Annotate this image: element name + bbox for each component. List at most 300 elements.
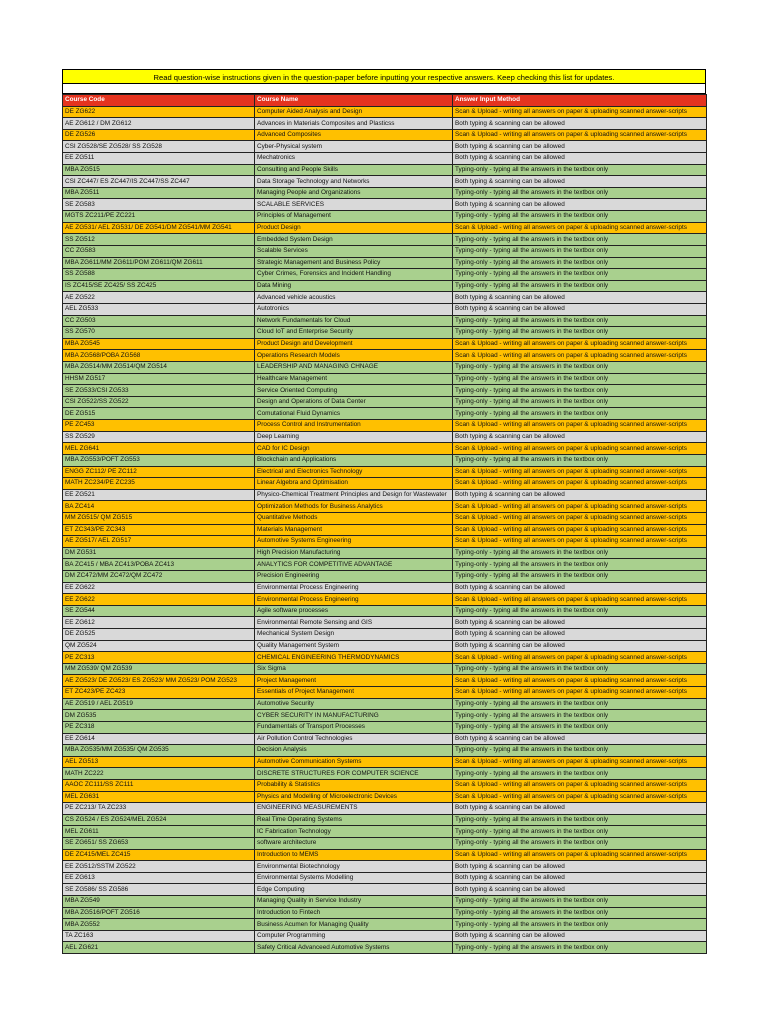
table-row [63, 234, 707, 246]
course-code-cell: DE ZG515 [63, 408, 255, 420]
course-name-cell: SCALABLE SERVICES [255, 199, 453, 211]
course-code-cell: BA ZC414 [63, 501, 255, 513]
table-row [63, 303, 707, 315]
table-row [63, 257, 707, 269]
table-row [63, 930, 707, 942]
answer-method-cell: Typing-only - typing all the answers in the textbox only [453, 315, 707, 327]
course-code-cell: MBA ZG511 [63, 187, 255, 199]
course-code-cell: ET ZC423/PE ZC423 [63, 687, 255, 699]
course-code-cell: SE ZG586/ SS ZG586 [63, 884, 255, 896]
answer-method-cell: Typing-only - typing all the answers in the textbox only [453, 211, 707, 223]
blank-row [62, 84, 706, 94]
course-code-cell: AE ZG523/ DE ZG523/ ES ZG523/ MM ZG523/ POM ZG523 [63, 675, 255, 687]
course-name-cell: Quantitative Methods [255, 512, 453, 524]
answer-method-cell: Both typing & scanning can be allowed [453, 733, 707, 745]
table-row [63, 687, 707, 699]
course-name-cell: Essentials of Project Management [255, 687, 453, 699]
course-name-cell: Cloud IoT and Enterprise Security [255, 327, 453, 339]
course-name-cell: Safety Critical Advanceed Automotive Systems [255, 942, 453, 954]
course-code-cell: PE ZC313 [63, 652, 255, 664]
table-row [63, 280, 707, 292]
course-name-cell: Six Sigma [255, 663, 453, 675]
course-code-cell: DE ZG526 [63, 129, 255, 141]
course-name-cell: Automotive Communication Systems [255, 756, 453, 768]
table-row [63, 536, 707, 548]
table-row [63, 779, 707, 791]
course-code-cell: MEL ZG641 [63, 443, 255, 455]
answer-method-cell: Scan & Upload - writing all answers on paper & uploading scanned answer-scripts [453, 443, 707, 455]
course-code-cell: EE ZG512/SSTM ZG522 [63, 861, 255, 873]
table-row [63, 315, 707, 327]
answer-method-cell: Both typing & scanning can be allowed [453, 803, 707, 815]
course-code-cell: TA ZC163 [63, 930, 255, 942]
course-name-cell: Decision Analysis [255, 745, 453, 757]
table-row [63, 884, 707, 896]
course-name-cell: Mechatronics [255, 153, 453, 165]
course-code-cell: CSI ZG528/SE ZG528/ SS ZG528 [63, 141, 255, 153]
course-name-cell: Linear Algebra and Optimisation [255, 478, 453, 490]
course-code-cell: CC ZG503 [63, 315, 255, 327]
table-row [63, 350, 707, 362]
table-row [63, 652, 707, 664]
table-row [63, 187, 707, 199]
course-code-cell: MBA ZG545 [63, 338, 255, 350]
table-row [63, 396, 707, 408]
table-row [63, 431, 707, 443]
answer-method-cell: Typing-only - typing all the answers in the textbox only [453, 373, 707, 385]
table-row [63, 106, 707, 118]
course-name-cell: CAD for IC Design [255, 443, 453, 455]
course-name-cell: Operations Research Models [255, 350, 453, 362]
course-code-cell: EE ZG614 [63, 733, 255, 745]
answer-method-cell: Typing-only - typing all the answers in the textbox only [453, 907, 707, 919]
table-body [63, 106, 707, 953]
course-name-cell: Business Acumen for Managing Quality [255, 919, 453, 931]
course-name-cell: Mechanical System Design [255, 629, 453, 641]
course-name-cell: Quality Management System [255, 640, 453, 652]
answer-method-cell: Both typing & scanning can be allowed [453, 884, 707, 896]
course-name-cell: DISCRETE STRUCTURES FOR COMPUTER SCIENCE [255, 768, 453, 780]
course-code-cell: AE ZG522 [63, 292, 255, 304]
course-code-cell: MBA ZG516/POFT ZG516 [63, 907, 255, 919]
course-name-cell: Blockchain and Applications [255, 454, 453, 466]
answer-method-cell: Typing-only - typing all the answers in the textbox only [453, 896, 707, 908]
course-code-cell: ENGG ZC112/ PE ZC112 [63, 466, 255, 478]
answer-method-cell: Scan & Upload - writing all answers on paper & uploading scanned answer-scripts [453, 594, 707, 606]
answer-method-cell: Typing-only - typing all the answers in the textbox only [453, 187, 707, 199]
course-name-cell: Embedded System Design [255, 234, 453, 246]
course-code-cell: EE ZG511 [63, 153, 255, 165]
course-code-cell: DE ZC415/MEL ZC415 [63, 849, 255, 861]
table-row [63, 443, 707, 455]
course-code-cell: IS ZC415/SE ZC425/ SS ZC425 [63, 280, 255, 292]
course-name-cell: Edge Computing [255, 884, 453, 896]
answer-method-cell: Scan & Upload - writing all answers on paper & uploading scanned answer-scripts [453, 350, 707, 362]
course-code-cell: DM ZG535 [63, 710, 255, 722]
answer-method-cell: Both typing & scanning can be allowed [453, 930, 707, 942]
course-code-cell: AEL ZG533 [63, 303, 255, 315]
course-code-cell: DE ZG525 [63, 629, 255, 641]
answer-method-cell: Typing-only - typing all the answers in the textbox only [453, 362, 707, 374]
instructions-banner: Read question-wise instructions given in the question-paper before inputting your respective answers. Keep checking this list for updates. [62, 69, 706, 84]
answer-method-cell: Typing-only - typing all the answers in the textbox only [453, 826, 707, 838]
answer-method-cell: Typing-only - typing all the answers in the textbox only [453, 396, 707, 408]
answer-method-cell: Scan & Upload - writing all answers on paper & uploading scanned answer-scripts [453, 791, 707, 803]
course-code-cell: PE ZC213/ TA ZC233 [63, 803, 255, 815]
answer-method-cell: Typing-only - typing all the answers in the textbox only [453, 327, 707, 339]
table-row [63, 907, 707, 919]
course-name-cell: CHEMICAL ENGINEERING THERMODYNAMICS [255, 652, 453, 664]
answer-method-cell: Scan & Upload - writing all answers on paper & uploading scanned answer-scripts [453, 466, 707, 478]
table-row [63, 861, 707, 873]
course-name-cell: Materials Management [255, 524, 453, 536]
course-code-cell: CSI ZC447/ ES ZC447/IS ZC447/SS ZC447 [63, 176, 255, 188]
answer-method-cell: Both typing & scanning can be allowed [453, 303, 707, 315]
course-name-cell: Environmental Systems Modelling [255, 872, 453, 884]
answer-method-cell: Scan & Upload - writing all answers on paper & uploading scanned answer-scripts [453, 524, 707, 536]
course-name-cell: Comutational Fluid Dynamics [255, 408, 453, 420]
table-row [63, 489, 707, 501]
course-name-cell: Product Design and Development [255, 338, 453, 350]
table-row [63, 164, 707, 176]
course-name-cell: Advances in Materials Composites and Plasticss [255, 118, 453, 130]
answer-method-cell: Typing-only - typing all the answers in the textbox only [453, 454, 707, 466]
answer-method-cell: Scan & Upload - writing all answers on paper & uploading scanned answer-scripts [453, 756, 707, 768]
course-name-cell: Electrical and Electronics Technology [255, 466, 453, 478]
table-row [63, 721, 707, 733]
course-code-cell: SE ZG583 [63, 199, 255, 211]
course-code-cell: SE ZG544 [63, 605, 255, 617]
table-row [63, 745, 707, 757]
course-name-cell: Optimization Methods for Business Analytics [255, 501, 453, 513]
answer-method-cell: Scan & Upload - writing all answers on paper & uploading scanned answer-scripts [453, 106, 707, 118]
table-row [63, 570, 707, 582]
course-code-cell: EE ZG521 [63, 489, 255, 501]
course-code-cell: QM ZG524 [63, 640, 255, 652]
course-code-cell: PE ZC318 [63, 721, 255, 733]
table-row [63, 524, 707, 536]
answer-method-cell: Both typing & scanning can be allowed [453, 118, 707, 130]
table-row [63, 617, 707, 629]
answer-method-cell: Scan & Upload - writing all answers on paper & uploading scanned answer-scripts [453, 687, 707, 699]
course-name-cell: LEADERSHIP AND MANAGING CHNAGE [255, 362, 453, 374]
answer-method-cell: Both typing & scanning can be allowed [453, 141, 707, 153]
table-row [63, 512, 707, 524]
course-name-cell: Managing Quality in Service Industry [255, 896, 453, 908]
answer-method-cell: Scan & Upload - writing all answers on paper & uploading scanned answer-scripts [453, 478, 707, 490]
table-row [63, 269, 707, 281]
table-row [63, 141, 707, 153]
course-code-cell: AE ZG517/ AEL ZG517 [63, 536, 255, 548]
table-row [63, 327, 707, 339]
answer-method-cell: Scan & Upload - writing all answers on paper & uploading scanned answer-scripts [453, 849, 707, 861]
table-row [63, 594, 707, 606]
course-code-cell: AE ZG531/ AEL ZG531/ DE ZG541/DM ZG541/MM ZG541 [63, 222, 255, 234]
answer-method-cell: Both typing & scanning can be allowed [453, 629, 707, 641]
course-name-cell: Design and Operations of Data Center [255, 396, 453, 408]
answer-method-cell: Typing-only - typing all the answers in the textbox only [453, 919, 707, 931]
header-answer-method: Answer Input Method [453, 95, 707, 107]
table-row [63, 826, 707, 838]
course-code-cell: MEL ZG611 [63, 826, 255, 838]
course-code-cell: AE ZG519 / AEL ZG519 [63, 698, 255, 710]
course-name-cell: Cyber-Physical system [255, 141, 453, 153]
answer-method-cell: Typing-only - typing all the answers in the textbox only [453, 164, 707, 176]
course-code-cell: SE ZG533/CSI ZG533 [63, 385, 255, 397]
course-name-cell: Managing People and Organizations [255, 187, 453, 199]
course-code-cell: SE ZG651/ SS ZG653 [63, 838, 255, 850]
answer-method-cell: Typing-only - typing all the answers in the textbox only [453, 280, 707, 292]
table-row [63, 582, 707, 594]
course-code-cell: DM ZG531 [63, 547, 255, 559]
course-code-cell: MATH ZC222 [63, 768, 255, 780]
course-name-cell: Principles of Management [255, 211, 453, 223]
table-row [63, 733, 707, 745]
table-row [63, 222, 707, 234]
course-code-cell: CSI ZG522/SS ZG522 [63, 396, 255, 408]
answer-method-cell: Typing-only - typing all the answers in the textbox only [453, 234, 707, 246]
header-course-name: Course Name [255, 95, 453, 107]
table-row [63, 675, 707, 687]
answer-method-cell: Typing-only - typing all the answers in the textbox only [453, 663, 707, 675]
answer-method-cell: Typing-only - typing all the answers in the textbox only [453, 408, 707, 420]
spreadsheet [62, 69, 706, 954]
table-row [63, 373, 707, 385]
course-code-cell: HHSM ZG517 [63, 373, 255, 385]
table-row [63, 605, 707, 617]
course-name-cell: Fundamentals of Transport Processes [255, 721, 453, 733]
course-code-cell: DM ZC472/MM ZC472/QM ZC472 [63, 570, 255, 582]
header-row [63, 95, 707, 107]
table-row [63, 501, 707, 513]
course-name-cell: ANALYTICS FOR COMPETITIVE ADVANTAGE [255, 559, 453, 571]
course-name-cell: Environmental Remote Sensing and GIS [255, 617, 453, 629]
answer-method-cell: Scan & Upload - writing all answers on paper & uploading scanned answer-scripts [453, 779, 707, 791]
header-course-code: Course Code [63, 95, 255, 107]
table-row [63, 640, 707, 652]
answer-method-cell: Typing-only - typing all the answers in the textbox only [453, 570, 707, 582]
answer-method-cell: Scan & Upload - writing all answers on paper & uploading scanned answer-scripts [453, 338, 707, 350]
answer-method-cell: Typing-only - typing all the answers in the textbox only [453, 721, 707, 733]
table-row [63, 211, 707, 223]
answer-method-cell: Typing-only - typing all the answers in the textbox only [453, 257, 707, 269]
answer-method-cell: Typing-only - typing all the answers in the textbox only [453, 838, 707, 850]
answer-method-cell: Both typing & scanning can be allowed [453, 176, 707, 188]
course-code-cell: MBA ZG535/MM ZG535/ QM ZG535 [63, 745, 255, 757]
answer-method-cell: Typing-only - typing all the answers in the textbox only [453, 547, 707, 559]
course-code-cell: MBA ZG515 [63, 164, 255, 176]
course-name-cell: Environmental Biotechnology [255, 861, 453, 873]
answer-method-cell: Both typing & scanning can be allowed [453, 872, 707, 884]
answer-method-cell: Typing-only - typing all the answers in the textbox only [453, 269, 707, 281]
course-name-cell: Service Oriented Computing [255, 385, 453, 397]
course-name-cell: Precision Engineering [255, 570, 453, 582]
course-name-cell: CYBER SECURITY IN MANUFACTURING [255, 710, 453, 722]
course-code-cell: AE ZG612 / DM ZG612 [63, 118, 255, 130]
course-name-cell: Advanced vehicle acoustics [255, 292, 453, 304]
course-name-cell: ENGINEERING MEASUREMENTS [255, 803, 453, 815]
course-code-cell: EE ZG613 [63, 872, 255, 884]
course-code-cell: MBA ZG549 [63, 896, 255, 908]
answer-method-cell: Scan & Upload - writing all answers on paper & uploading scanned answer-scripts [453, 652, 707, 664]
course-name-cell: Agile software processes [255, 605, 453, 617]
course-code-cell: MM ZG539/ QM ZG539 [63, 663, 255, 675]
course-code-cell: SS ZG512 [63, 234, 255, 246]
course-name-cell: Strategic Management and Business Policy [255, 257, 453, 269]
course-name-cell: Cyber Crimes, Forensics and Incident Handling [255, 269, 453, 281]
answer-method-cell: Both typing & scanning can be allowed [453, 861, 707, 873]
course-code-cell: AEL ZG513 [63, 756, 255, 768]
course-name-cell: Automotive Systems Engineering [255, 536, 453, 548]
table-row [63, 199, 707, 211]
course-name-cell: Computer Aided Analysis and Design [255, 106, 453, 118]
course-code-cell: BA ZC415 / MBA ZC413/POBA ZC413 [63, 559, 255, 571]
course-name-cell: Environmental Process Engineering [255, 594, 453, 606]
answer-method-cell: Typing-only - typing all the answers in the textbox only [453, 942, 707, 954]
course-code-cell: MEL ZG631 [63, 791, 255, 803]
table-row [63, 466, 707, 478]
course-code-cell: EE ZG612 [63, 617, 255, 629]
table-row [63, 129, 707, 141]
answer-method-cell: Both typing & scanning can be allowed [453, 582, 707, 594]
course-name-cell: Environmental Process Engineering [255, 582, 453, 594]
table-row [63, 420, 707, 432]
course-name-cell: Physico-Chemical Treatment Principles and Design for Wastewater [255, 489, 453, 501]
course-code-cell: MBA ZG568/POBA ZG568 [63, 350, 255, 362]
course-code-cell: AAOC ZC111/SS ZC111 [63, 779, 255, 791]
answer-method-cell: Typing-only - typing all the answers in the textbox only [453, 245, 707, 257]
course-table [62, 94, 707, 954]
course-name-cell: Probability & Statistics [255, 779, 453, 791]
table-row [63, 663, 707, 675]
answer-method-cell: Typing-only - typing all the answers in the textbox only [453, 768, 707, 780]
course-name-cell: Product Design [255, 222, 453, 234]
answer-method-cell: Both typing & scanning can be allowed [453, 640, 707, 652]
answer-method-cell: Typing-only - typing all the answers in the textbox only [453, 745, 707, 757]
table-row [63, 338, 707, 350]
course-code-cell: CS ZG524 / ES ZG524/MEL ZG524 [63, 814, 255, 826]
course-name-cell: Data Mining [255, 280, 453, 292]
course-code-cell: MATH ZC234/PE ZC235 [63, 478, 255, 490]
course-name-cell: Healthcare Management [255, 373, 453, 385]
course-name-cell: Process Control and Instrumentation [255, 420, 453, 432]
answer-method-cell: Scan & Upload - writing all answers on paper & uploading scanned answer-scripts [453, 222, 707, 234]
answer-method-cell: Both typing & scanning can be allowed [453, 431, 707, 443]
course-name-cell: Autotronics [255, 303, 453, 315]
course-code-cell: EE ZG622 [63, 594, 255, 606]
answer-method-cell: Scan & Upload - writing all answers on paper & uploading scanned answer-scripts [453, 512, 707, 524]
course-code-cell: SS ZG570 [63, 327, 255, 339]
table-row [63, 710, 707, 722]
answer-method-cell: Both typing & scanning can be allowed [453, 617, 707, 629]
course-code-cell: MBA ZG552 [63, 919, 255, 931]
table-row [63, 791, 707, 803]
table-row [63, 919, 707, 931]
table-row [63, 408, 707, 420]
answer-method-cell: Typing-only - typing all the answers in the textbox only [453, 559, 707, 571]
table-row [63, 547, 707, 559]
course-code-cell: MBA ZG611/MM ZG611/POM ZG611/QM ZG611 [63, 257, 255, 269]
answer-method-cell: Typing-only - typing all the answers in the textbox only [453, 698, 707, 710]
table-row [63, 454, 707, 466]
table-row [63, 803, 707, 815]
table-row [63, 698, 707, 710]
course-code-cell: SS ZG588 [63, 269, 255, 281]
table-row [63, 756, 707, 768]
course-name-cell: Real Time Operating Systems [255, 814, 453, 826]
answer-method-cell: Typing-only - typing all the answers in the textbox only [453, 814, 707, 826]
table-row [63, 176, 707, 188]
table-row [63, 245, 707, 257]
answer-method-cell: Both typing & scanning can be allowed [453, 489, 707, 501]
course-code-cell: SS ZG529 [63, 431, 255, 443]
answer-method-cell: Scan & Upload - writing all answers on paper & uploading scanned answer-scripts [453, 129, 707, 141]
course-name-cell: Project Management [255, 675, 453, 687]
course-code-cell: MBA ZG553/POFT ZG553 [63, 454, 255, 466]
table-row [63, 896, 707, 908]
table-row [63, 838, 707, 850]
answer-method-cell: Typing-only - typing all the answers in the textbox only [453, 605, 707, 617]
table-row [63, 118, 707, 130]
course-code-cell: PE ZC453 [63, 420, 255, 432]
answer-method-cell: Both typing & scanning can be allowed [453, 199, 707, 211]
answer-method-cell: Scan & Upload - writing all answers on paper & uploading scanned answer-scripts [453, 420, 707, 432]
table-row [63, 292, 707, 304]
table-row [63, 872, 707, 884]
table-row [63, 559, 707, 571]
course-name-cell: software architecture [255, 838, 453, 850]
answer-method-cell: Typing-only - typing all the answers in the textbox only [453, 710, 707, 722]
course-name-cell: Automotive Security [255, 698, 453, 710]
table-row [63, 385, 707, 397]
course-name-cell: Introduction to Fintech [255, 907, 453, 919]
course-code-cell: MM ZG515/ QM ZG515 [63, 512, 255, 524]
table-row [63, 629, 707, 641]
table-row [63, 942, 707, 954]
answer-method-cell: Both typing & scanning can be allowed [453, 153, 707, 165]
course-name-cell: Scalable Services [255, 245, 453, 257]
table-row [63, 478, 707, 490]
course-code-cell: CC ZG583 [63, 245, 255, 257]
course-name-cell: Data Storage Technology and Networks [255, 176, 453, 188]
answer-method-cell: Scan & Upload - writing all answers on paper & uploading scanned answer-scripts [453, 536, 707, 548]
course-code-cell: MBA ZG514/MM ZG514/QM ZG514 [63, 362, 255, 374]
course-name-cell: Air Pollution Control Technologies [255, 733, 453, 745]
table-row [63, 362, 707, 374]
table-row [63, 849, 707, 861]
table-row [63, 153, 707, 165]
table-row [63, 814, 707, 826]
course-code-cell: ET ZC343/PE ZC343 [63, 524, 255, 536]
answer-method-cell: Scan & Upload - writing all answers on paper & uploading scanned answer-scripts [453, 675, 707, 687]
table-row [63, 768, 707, 780]
course-name-cell: Computer Programming [255, 930, 453, 942]
answer-method-cell: Both typing & scanning can be allowed [453, 292, 707, 304]
course-name-cell: Physics and Modelling of Microelectronic Devices [255, 791, 453, 803]
course-code-cell: EE ZG622 [63, 582, 255, 594]
course-name-cell: Network Fundamentals for Cloud [255, 315, 453, 327]
course-name-cell: Advanced Composites [255, 129, 453, 141]
course-code-cell: AEL ZG621 [63, 942, 255, 954]
answer-method-cell: Scan & Upload - writing all answers on paper & uploading scanned answer-scripts [453, 501, 707, 513]
course-name-cell: Introduction to MEMS [255, 849, 453, 861]
course-code-cell: MGTS ZC211/PE ZC221 [63, 211, 255, 223]
answer-method-cell: Typing-only - typing all the answers in the textbox only [453, 385, 707, 397]
course-name-cell: Consulting and People Skills [255, 164, 453, 176]
course-name-cell: IC Fabrication Technology [255, 826, 453, 838]
course-code-cell: DE ZG622 [63, 106, 255, 118]
course-name-cell: Deep Learning [255, 431, 453, 443]
